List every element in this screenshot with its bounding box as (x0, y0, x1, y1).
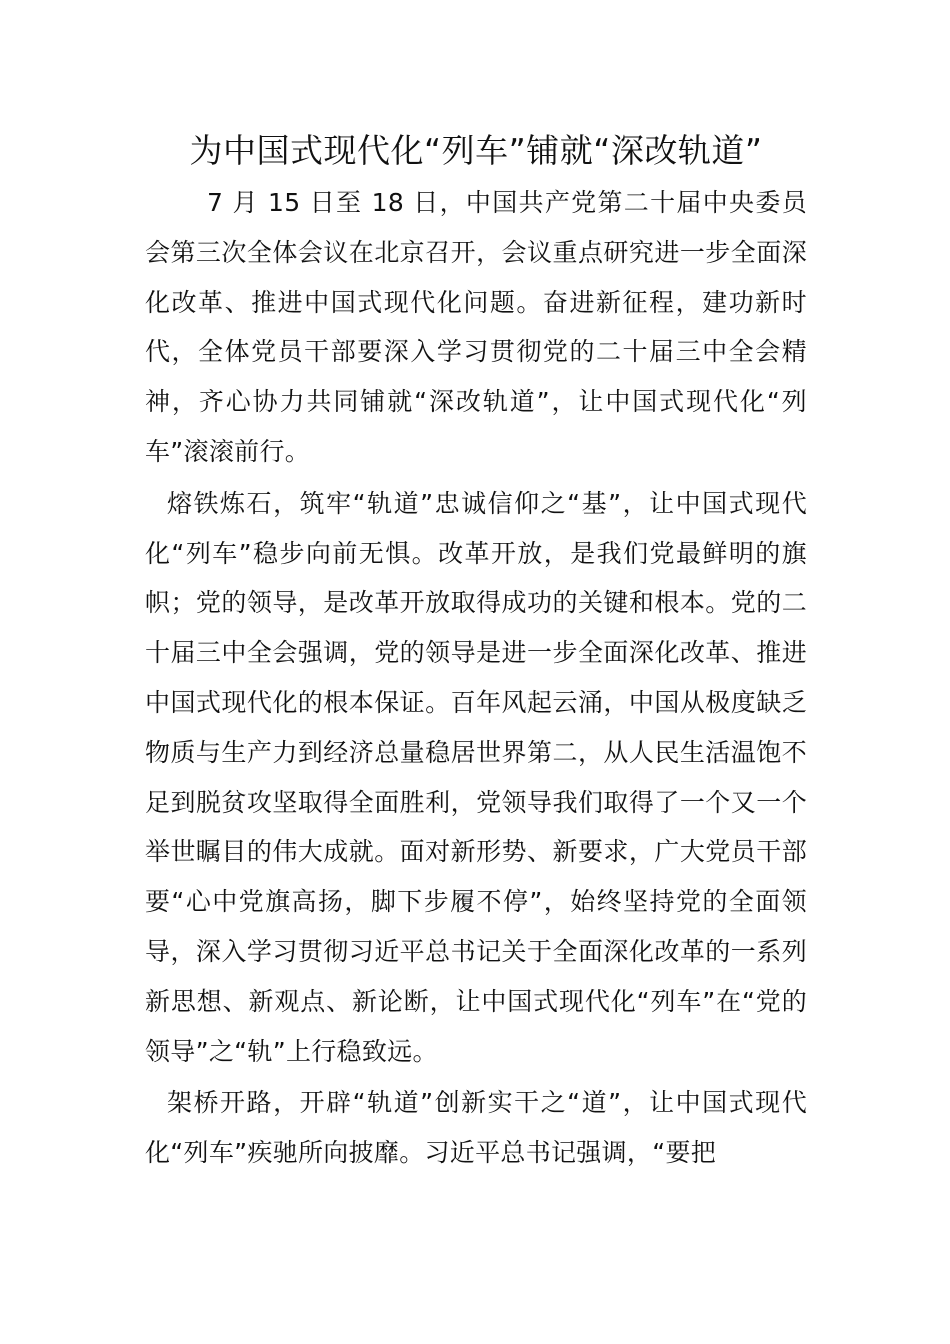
paragraph-innovation: 架桥开路，开辟“轨道”创新实干之“道”，让中国式现代化“列车”疾驰所向披靡。习近平总书记强调，“要把 (145, 1088, 807, 1168)
paragraph-intro: 7 月 15 日至 18 日，中国共产党第二十届中央委员会第三次全体会议在北京召开，会议重点研究进一步全面深化改革、推进中国式现代化问题。奋进新征程，建功新时代，全体党员干部要深入学习贯彻党的二十届三中全会精神，齐心协力共同铺就“深改轨道”，让中国式现代化“列车”滚滚前行。 (145, 188, 807, 466)
document-page (145, 128, 807, 1178)
paragraph-leadership: 熔铁炼石，筑牢“轨道”忠诚信仰之“基”，让中国式现代化“列车”稳步向前无惧。改革开放，是我们党最鲜明的旗帜；党的领导，是改革开放取得成功的关键和根本。党的二十届三中全会强调，党的领导是进一步全面深化改革、推进中国式现代化的根本保证。百年风起云涌，中国从极度缺乏物质与生产力到经济总量稳居世界第二，从人民生活温饱不足到脱贫攻坚取得全面胜利，党领导我们取得了一个又一个举世瞩目的伟大成就。面对新形势、新要求，广大党员干部要“心中党旗高扬，脚下步履不停”，始终坚持党的全面领导，深入学习贯彻习近平总书记关于全面深化改革的一系列新思想、新观点、新论断，让中国式现代化“列车”在“党的领导”之“轨”上行稳致远。 (145, 488, 807, 1066)
document-title: 为中国式现代化“列车”铺就“深改轨道” (189, 131, 763, 170)
